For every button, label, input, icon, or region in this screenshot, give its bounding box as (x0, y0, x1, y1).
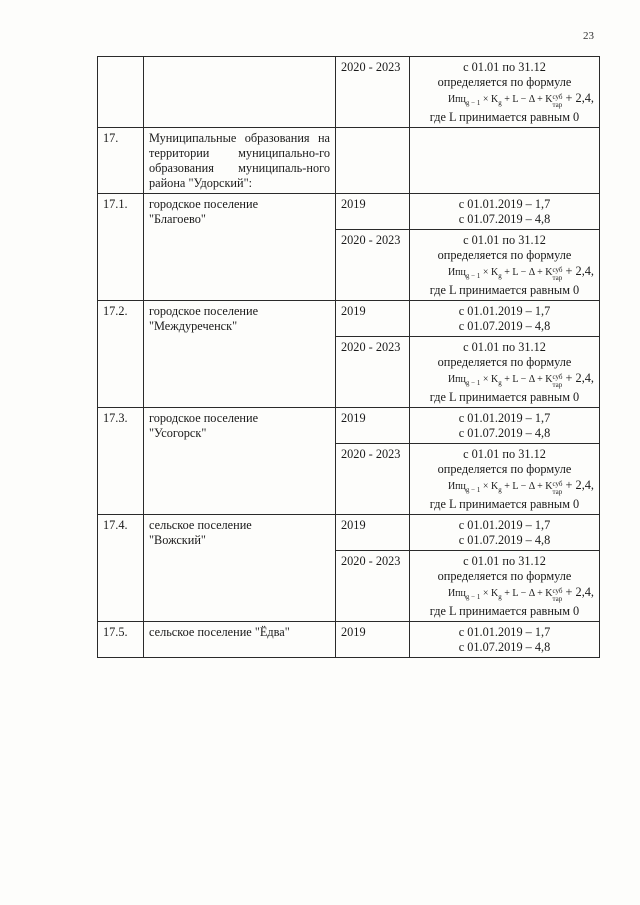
value-note: где L принимается равным 0 (429, 283, 580, 297)
municipality-name-line: сельское поселение (149, 518, 252, 532)
municipality-name-line: городское поселение (149, 304, 259, 318)
value-line: определяется по формуле (437, 75, 572, 89)
value-line: с 01.01 по 31.12 (463, 233, 546, 247)
value-note: где L принимается равным 0 (429, 110, 580, 124)
value-line: определяется по формуле (437, 462, 572, 476)
formula-sub-g: g (498, 486, 502, 494)
formula-tail: + 2,4, (562, 478, 594, 492)
row-number: 17.1. (98, 194, 144, 301)
period-value (410, 230, 600, 301)
formula-sub-g: g (498, 379, 502, 387)
municipality-name-line: "Благоево" (149, 212, 206, 226)
period-value (410, 337, 600, 408)
formula-times-k: × K (480, 94, 499, 105)
formula-k-indices (552, 93, 562, 109)
formula-sub-g: g (498, 593, 502, 601)
table-row (98, 408, 600, 444)
formula-plus-l: + L − Δ + K (501, 588, 553, 599)
value-line: с 01.07.2019 – 4,8 (458, 533, 551, 547)
municipality-name-line: городское поселение (149, 197, 259, 211)
municipality-name-line: сельское поселение "Ёдва" (149, 625, 290, 639)
formula (415, 479, 594, 497)
municipality-name (144, 301, 336, 408)
formula-tail: + 2,4, (562, 371, 594, 385)
row-number: 17.3. (98, 408, 144, 515)
tariff-table-body (98, 57, 600, 658)
period-value (410, 301, 600, 337)
period-value (410, 194, 600, 230)
period-year: 2019 (336, 301, 410, 337)
formula-lead: Ипц (447, 94, 466, 105)
period-year: 2019 (336, 515, 410, 551)
table-row (98, 128, 600, 194)
value-line: определяется по формуле (437, 248, 572, 262)
formula-sub-g1: g − 1 (465, 99, 481, 107)
formula-sub-g1: g − 1 (465, 379, 481, 387)
value-line: с 01.01 по 31.12 (463, 554, 546, 568)
municipality-name (144, 408, 336, 515)
value-line: с 01.01.2019 – 1,7 (458, 518, 551, 532)
period-year: 2020 - 2023 (336, 57, 410, 128)
formula-sub-g1: g − 1 (465, 272, 481, 280)
formula-lead: Ипц (447, 481, 466, 492)
period-value (410, 57, 600, 128)
formula-sub-g1: g − 1 (465, 593, 481, 601)
formula-k-indices (552, 587, 562, 603)
value-note: где L принимается равным 0 (429, 497, 580, 511)
value-line: с 01.01 по 31.12 (463, 447, 546, 461)
formula-sup: суб (552, 587, 563, 595)
municipality-name-line: "Вожский" (149, 533, 206, 547)
value-line: с 01.01.2019 – 1,7 (458, 304, 551, 318)
formula-sup: суб (552, 266, 563, 274)
value-line: с 01.07.2019 – 4,8 (458, 426, 551, 440)
period-value (410, 515, 600, 551)
formula-k-indices (552, 480, 562, 496)
period-year: 2020 - 2023 (336, 230, 410, 301)
municipality-name-line: "Междуреченск" (149, 319, 238, 333)
formula-sub-tar: тар (552, 595, 563, 603)
formula-lead: Ипц (447, 267, 466, 278)
formula (415, 92, 594, 110)
row-number: 17.5. (98, 622, 144, 658)
table-row (98, 194, 600, 230)
formula-sub-g: g (498, 272, 502, 280)
formula-tail: + 2,4, (562, 91, 594, 105)
row-number (98, 57, 144, 128)
value-line: с 01.01 по 31.12 (463, 340, 546, 354)
municipality-name-line: городское поселение (149, 411, 259, 425)
value-line: с 01.07.2019 – 4,8 (458, 319, 551, 333)
value-note: где L принимается равным 0 (429, 604, 580, 618)
municipality-name-line: "Усогорск" (149, 426, 207, 440)
municipality-name (144, 515, 336, 622)
formula-lead: Ипц (447, 374, 466, 385)
period-year: 2019 (336, 622, 410, 658)
formula-plus-l: + L − Δ + K (501, 481, 553, 492)
formula-tail: + 2,4, (562, 264, 594, 278)
period-year (336, 128, 410, 194)
municipality-name (144, 622, 336, 658)
period-value (410, 408, 600, 444)
period-year: 2019 (336, 194, 410, 230)
value-line: с 01.01.2019 – 1,7 (458, 411, 551, 425)
formula-sup: суб (552, 480, 563, 488)
formula-plus-l: + L − Δ + K (501, 374, 553, 385)
value-line: с 01.01 по 31.12 (463, 60, 546, 74)
value-note: где L принимается равным 0 (429, 390, 580, 404)
municipality-name (144, 194, 336, 301)
formula-times-k: × K (480, 481, 499, 492)
page-number: 23 (583, 30, 594, 42)
formula-sub-tar: тар (552, 381, 563, 389)
table-row (98, 622, 600, 658)
row-number: 17.2. (98, 301, 144, 408)
value-line: с 01.07.2019 – 4,8 (458, 640, 551, 654)
value-line: с 01.01.2019 – 1,7 (458, 197, 551, 211)
formula-sub-g: g (498, 99, 502, 107)
formula-sub-tar: тар (552, 488, 563, 496)
formula-times-k: × K (480, 374, 499, 385)
formula-sub-tar: тар (552, 101, 563, 109)
municipality-name: Муниципальные образования на территории муниципально-го образования муниципаль-ного района "Удорский": (144, 128, 336, 194)
table-row (98, 515, 600, 551)
value-line: с 01.07.2019 – 4,8 (458, 212, 551, 226)
formula-times-k: × K (480, 588, 499, 599)
period-value (410, 551, 600, 622)
period-year: 2019 (336, 408, 410, 444)
formula-sup: суб (552, 373, 563, 381)
formula-k-indices (552, 373, 562, 389)
formula-plus-l: + L − Δ + K (501, 94, 553, 105)
table-row (98, 301, 600, 337)
municipality-name (144, 57, 336, 128)
row-number: 17.4. (98, 515, 144, 622)
formula-k-indices (552, 266, 562, 282)
period-value (410, 622, 600, 658)
period-year: 2020 - 2023 (336, 337, 410, 408)
formula-sub-tar: тар (552, 274, 563, 282)
period-value (410, 444, 600, 515)
row-number: 17. (98, 128, 144, 194)
formula-sub-g1: g − 1 (465, 486, 481, 494)
period-year: 2020 - 2023 (336, 444, 410, 515)
formula-tail: + 2,4, (562, 585, 594, 599)
formula (415, 586, 594, 604)
tariff-table (97, 56, 600, 658)
table-row (98, 57, 600, 128)
formula-lead: Ипц (447, 588, 466, 599)
period-year: 2020 - 2023 (336, 551, 410, 622)
formula-sup: суб (552, 93, 563, 101)
formula (415, 372, 594, 390)
value-line: определяется по формуле (437, 355, 572, 369)
formula (415, 265, 594, 283)
period-value (410, 128, 600, 194)
formula-times-k: × K (480, 267, 499, 278)
formula-plus-l: + L − Δ + K (501, 267, 553, 278)
value-line: с 01.01.2019 – 1,7 (458, 625, 551, 639)
value-line: определяется по формуле (437, 569, 572, 583)
